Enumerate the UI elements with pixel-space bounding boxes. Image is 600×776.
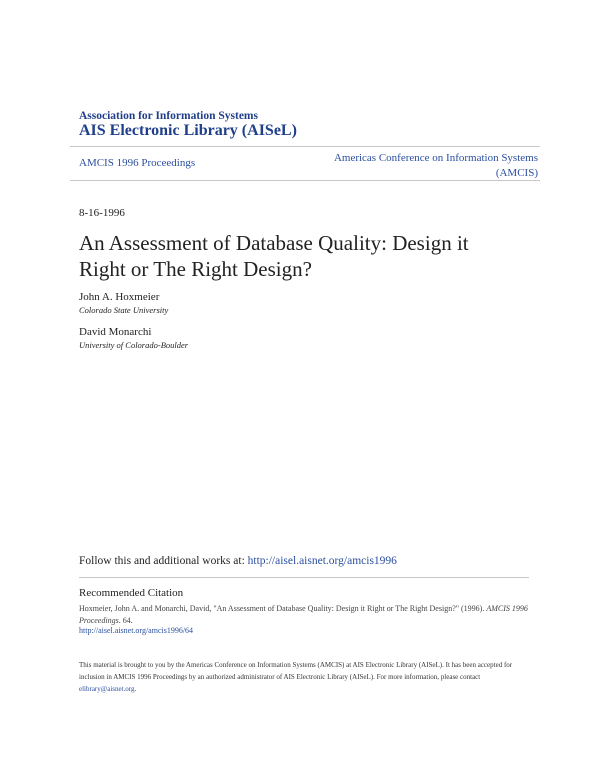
conference-abbrev: (AMCIS) — [495, 167, 538, 179]
author-name: David Monarchi — [79, 326, 152, 338]
citation-text — [79, 603, 539, 626]
citation-journal: AMCIS 1996 Proceedings — [79, 604, 528, 625]
collection-link[interactable]: http://aisel.aisnet.org/amcis1996 — [247, 555, 397, 567]
notice-text: This material is brought to you by the Americas Conference on Information Systems (AMCIS) at AIS Electronic Library (AISeL). It has been accepted for inclusion in AMCIS 1996 Proceedings by an authorized administrator of AIS Electronic Library (AISeL). For more information, please contact — [79, 661, 513, 681]
bottom-divider — [70, 180, 540, 181]
series-link[interactable]: AMCIS 1996 Proceedings — [79, 157, 196, 169]
citation-divider — [79, 577, 529, 578]
author-affiliation: University of Colorado-Boulder — [79, 340, 189, 350]
author-affiliation: Colorado State University — [79, 305, 169, 315]
citation-url-link[interactable]: http://aisel.aisnet.org/amcis1996/64 — [79, 626, 194, 635]
publication-date: 8-16-1996 — [79, 207, 125, 219]
library-name[interactable]: AIS Electronic Library (AISeL) — [79, 122, 297, 139]
follow-text: Follow this and additional works at: — [79, 555, 248, 567]
conference-link[interactable] — [298, 151, 538, 181]
recommended-citation-heading: Recommended Citation — [79, 587, 184, 599]
notice-end: . — [134, 685, 137, 693]
citation-body: Hoxmeier, John A. and Monarchi, David, "An Assessment of Database Quality: Design it Right or The Right Design?" (1996). — [79, 604, 487, 613]
copyright-notice — [79, 659, 539, 695]
organization-name: Association for Information Systems — [79, 110, 258, 122]
conference-name: Americas Conference on Information Systems — [333, 152, 538, 164]
top-divider — [70, 146, 540, 147]
author-name: John A. Hoxmeier — [79, 291, 160, 303]
citation-end: . 64. — [118, 615, 133, 625]
contact-email-link[interactable]: elibrary@aisnet.org — [79, 685, 135, 693]
article-title: An Assessment of Database Quality: Design it Right or The Right Design? — [79, 231, 469, 281]
follow-line — [79, 555, 397, 567]
